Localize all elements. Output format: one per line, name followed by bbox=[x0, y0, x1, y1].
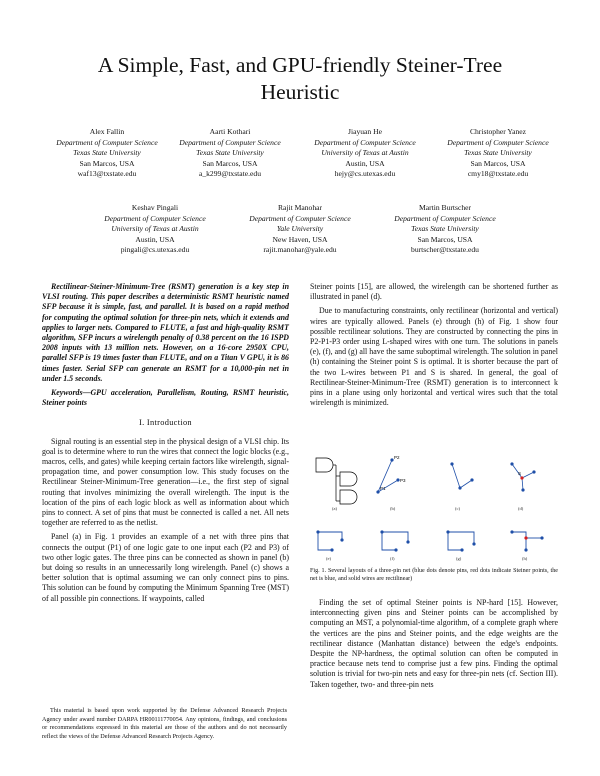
rectilinear-wire bbox=[448, 532, 474, 544]
author-block bbox=[225, 203, 375, 256]
author-name: Christopher Yanez bbox=[469, 127, 527, 136]
section-heading: I. Introduction bbox=[139, 418, 192, 428]
rectilinear-wire bbox=[382, 532, 396, 550]
author-university: University of Texas at Austin bbox=[321, 148, 409, 158]
footnote: This material is based upon work supported by the Defense Advanced Research Projects Agency under award number DARPA HR00111770054. Any opinions, findings, and conclusions or recommendations expressed in this material are those of the authors and do not necessarily reflect the views of the Defense Advanced Research Projects Agency. bbox=[42, 707, 287, 740]
pin-label: P3 bbox=[400, 478, 406, 483]
author-block bbox=[80, 203, 230, 256]
pin-dot bbox=[450, 462, 453, 465]
pin-dot bbox=[521, 488, 524, 491]
net-line bbox=[522, 478, 523, 490]
panel-g bbox=[446, 530, 475, 561]
author-block bbox=[370, 203, 520, 256]
author-department: Department of Computer Science bbox=[104, 213, 206, 223]
pin-dot bbox=[470, 478, 473, 481]
pin-dot bbox=[524, 548, 527, 551]
pin-dot bbox=[472, 542, 475, 545]
net-line bbox=[522, 472, 534, 478]
author-department: Department of Computer Science bbox=[314, 137, 416, 147]
panel-c bbox=[450, 462, 473, 511]
pin-label: P1 bbox=[380, 486, 386, 491]
author-university: University of Texas at Austin bbox=[111, 224, 199, 234]
author-city: San Marcos, USA bbox=[417, 234, 473, 244]
panel-label: (f) bbox=[390, 556, 395, 561]
panel-e bbox=[316, 530, 343, 561]
pin-dot bbox=[340, 538, 343, 541]
author-block bbox=[290, 127, 440, 180]
rectilinear-wire bbox=[448, 532, 462, 550]
pin-dot bbox=[460, 548, 463, 551]
author-name: Aarti Kothari bbox=[209, 127, 251, 136]
and-gate-2 bbox=[340, 472, 357, 486]
author-university: Yale University bbox=[276, 224, 324, 234]
author-block bbox=[423, 127, 573, 180]
pin-dot bbox=[380, 530, 383, 533]
author-city: San Marcos, USA bbox=[79, 158, 135, 168]
panel-label: (g) bbox=[456, 556, 462, 561]
author-city: New Haven, USA bbox=[272, 234, 328, 244]
pin-dot bbox=[532, 470, 535, 473]
author-name: Keshav Pingali bbox=[131, 203, 179, 212]
left-column bbox=[42, 282, 289, 604]
author-email: burtscher@txstate.edu bbox=[411, 245, 479, 255]
panel-label: (h) bbox=[522, 556, 528, 561]
author-department: Department of Computer Science bbox=[394, 213, 496, 223]
author-university: Texas State University bbox=[73, 148, 141, 158]
pin-dot bbox=[510, 530, 513, 533]
rectilinear-wire bbox=[512, 532, 526, 550]
pin-dot bbox=[540, 536, 543, 539]
abstract: Rectilinear-Steiner-Minimum-Tree (RSMT) generation is a key step in VLSI routing. This paper describes a deterministic RSMT heuristic named SFP because it is simple, fast, and parallel. It is based on a rapid method for computing the optimal solution for three-pin nets, which it extends and applies to larger nets. Compared to FLUTE, a fast and high-quality RSMT algorithm, SFP incurs a wirelength penalty of 0.38 percent on the 16 ISPD 2008 inputs with 13 million nets. However, on a 16-core 2950X CPU, parallel SFP is 19 times faster than FLUTE, and on a Titan V GPU, it is 86 times faster. Serial SFP can generate an RSMT for a 10,000-pin net in under 1.5 seconds. bbox=[42, 282, 289, 383]
pin-label: P2 bbox=[394, 455, 400, 460]
and-gate-1 bbox=[316, 458, 333, 472]
author-department: Department of Computer Science bbox=[179, 137, 281, 147]
pin-dot bbox=[316, 530, 319, 533]
steiner-label: S bbox=[518, 471, 522, 476]
panel-label: (a) bbox=[332, 506, 337, 511]
body-paragraph: Signal routing is an essential step in the physical design of a VLSI chip. Its goal is to determine where to run the wires that connect the logic blocks (e.g., macros, cells, and gates) while keeping certain factors like wirelength, signal-propagation time, and power consumption low. This study focuses on the Rectilinear Steiner-Minimum-Tree generation—i.e., the first step of signal routing that involves minimizing the overall wirelength. The input is the location of the pins of each logic block as well as information about which pins to connect. A set of pins that must be connected is called a net. All nets together are referred to as the netlist. bbox=[42, 436, 289, 528]
pin-dot bbox=[394, 548, 397, 551]
author-name: Jiayuan He bbox=[348, 127, 382, 136]
author-email: waf13@txstate.edu bbox=[77, 169, 137, 179]
author-city: Austin, USA bbox=[345, 158, 385, 168]
author-university: Texas State University bbox=[196, 148, 264, 158]
rectilinear-wire bbox=[382, 532, 408, 542]
author-email: hejy@cs.utexas.edu bbox=[334, 169, 396, 179]
steiner-dot bbox=[520, 476, 523, 479]
rectilinear-wire bbox=[318, 532, 332, 550]
net-line bbox=[452, 464, 460, 488]
panel-a-logic-gates bbox=[316, 458, 357, 504]
panel-label: (d) bbox=[518, 506, 524, 511]
author-email: pingali@cs.utexas.edu bbox=[120, 245, 190, 255]
body-paragraph: Due to manufacturing constraints, only rectilinear (horizontal and vertical) wires are typically allowed. Panels (e) through (h) of Fig. 1 show four possible rectilinear solutions. They are constructed by connecting the pins in P2-P1-P3 order using L-shaped wires with one turn. The solutions in panels (e), (f), and (g) all have the same suboptimal wirelength. The solution in panel (h) containing the Steiner point S is optimal. It is shorter because the part of the two L-wires between P1 and S is shared. In general, the goal of Rectilinear-Steiner-Minimum-Tree (RSMT) generation is to interconnect k pins in a plane using only horizontal and vertical wires such that the total wirelength is minimized. bbox=[310, 306, 558, 408]
author-city: San Marcos, USA bbox=[202, 158, 258, 168]
pin-dot bbox=[458, 486, 461, 489]
author-city: Austin, USA bbox=[135, 234, 175, 244]
steiner-dot bbox=[524, 536, 527, 539]
rectilinear-wire bbox=[318, 532, 342, 540]
author-email: cmy18@txstate.edu bbox=[467, 169, 529, 179]
pin-dot bbox=[510, 462, 513, 465]
keywords: Keywords—GPU acceleration, Parallelism, Routing, RSMT heuristic, Steiner points bbox=[42, 388, 289, 408]
figure-1 bbox=[312, 450, 558, 562]
author-block bbox=[155, 127, 305, 180]
pin-dot bbox=[446, 530, 449, 533]
figure-caption: Fig. 1. Several layouts of a three-pin net (blue dots denote pins, red dots indicate Steiner points, the net is blue, and solid wires are rectilinear) bbox=[310, 568, 558, 582]
panel-label: (c) bbox=[455, 506, 460, 511]
author-name: Rajit Manohar bbox=[277, 203, 323, 212]
body-paragraph: Panel (a) in Fig. 1 provides an example of a net with three pins that connects the output (P1) of one logic gate to one input each (P2 and P3) of two other logic gates. The three pins can be connected as shown in panel (b) but doing so results in an unnecessarily long wirelength. Panel (c) shows a better solution that is optimal assuming we can only connect pins to pins. This solution can be found by computing the Minimum Spanning Tree (MST) of all possible pin connections. If waypoints, called bbox=[42, 532, 289, 603]
net-line bbox=[460, 480, 472, 488]
author-city: San Marcos, USA bbox=[470, 158, 526, 168]
author-university: Texas State University bbox=[464, 148, 532, 158]
panel-h bbox=[510, 530, 543, 561]
author-name: Martin Burtscher bbox=[418, 203, 472, 212]
right-column-bottom bbox=[310, 598, 558, 690]
author-department: Department of Computer Science bbox=[249, 213, 351, 223]
panel-label: (b) bbox=[390, 506, 396, 511]
author-university: Texas State University bbox=[411, 224, 479, 234]
right-column-top bbox=[310, 282, 558, 408]
panel-label: (e) bbox=[326, 556, 331, 561]
body-paragraph: Steiner points [15], are allowed, the wirelength can be shortened further as illustrated in panel (d). bbox=[310, 282, 558, 302]
panel-d bbox=[510, 462, 535, 511]
author-email: rajit.manohar@yale.edu bbox=[263, 245, 337, 255]
body-paragraph: Finding the set of optimal Steiner points is NP-hard [15]. However, interconnecting given pins and Steiner points can be accomplished by computing an MST, a polynomial-time algorithm, of a complete graph where the vertices are the pins and Steiner points, and the edge weights are the rectilinear distance (Manhattan distance) between the edge's endpoints. Despite the NP-hardness, the optimal solution can often be computed in practice because nets tend to comprise just a few pins. Finding the optimal solution is trivial for two-pin nets and easy for three-pin nets (cf. Section III). Taken together, two- and three-pin nets bbox=[310, 598, 558, 689]
paper-title: A Simple, Fast, and GPU-friendly Steiner-Tree Heuristic bbox=[97, 53, 503, 104]
panel-b bbox=[376, 455, 406, 511]
author-name: Alex Fallin bbox=[89, 127, 125, 136]
and-gate-3 bbox=[340, 490, 357, 504]
panel-f bbox=[380, 530, 409, 561]
pin-dot bbox=[330, 548, 333, 551]
pin-dot bbox=[406, 540, 409, 543]
author-email: a_k299@txstate.edu bbox=[198, 169, 262, 179]
author-department: Department of Computer Science bbox=[447, 137, 549, 147]
author-department: Department of Computer Science bbox=[56, 137, 158, 147]
